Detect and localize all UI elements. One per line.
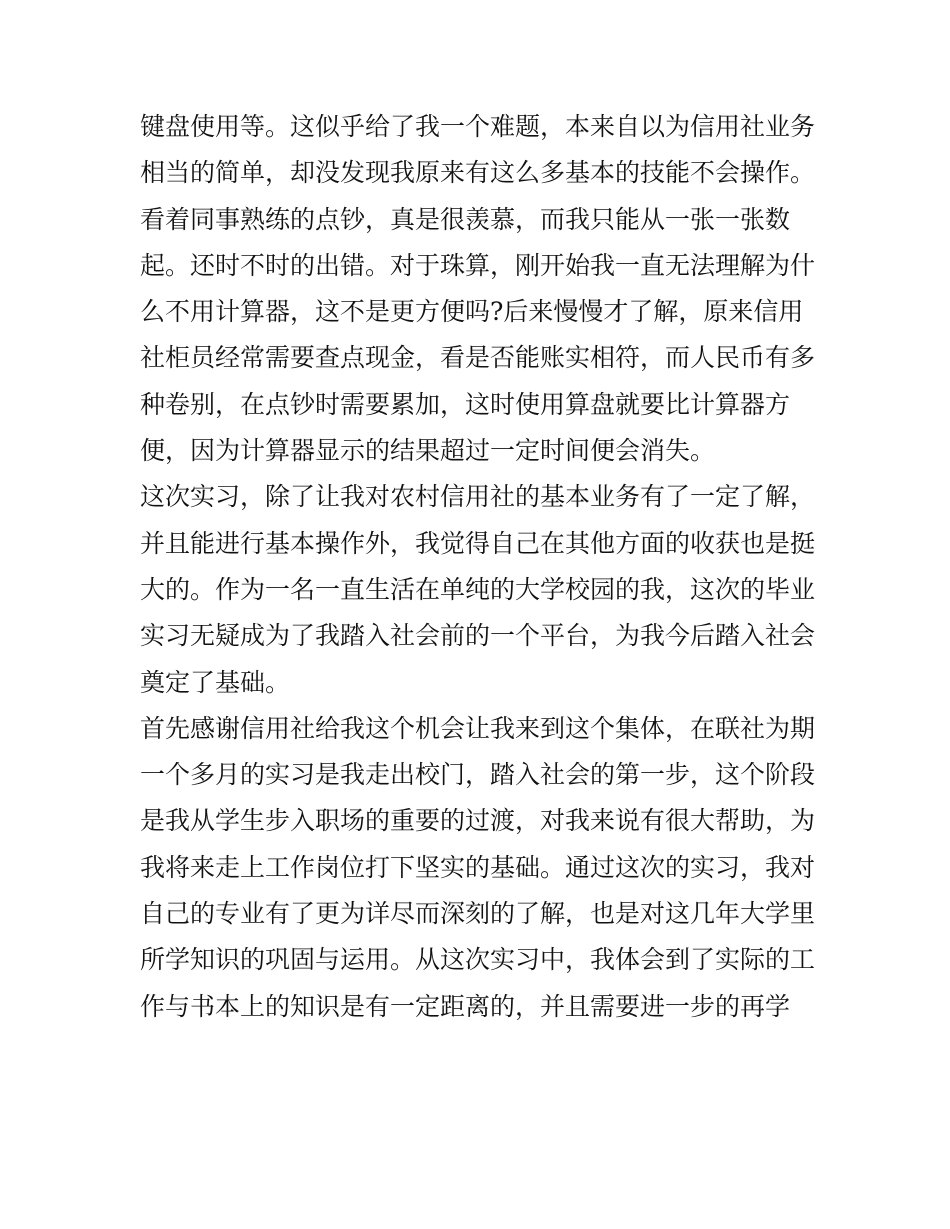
text-line: 作与书本上的知识是有一定距离的，并且需要进一步的再学	[140, 991, 791, 1021]
text-line: 看着同事熟练的点钞，真是很羡慕，而我只能从一张一张数	[140, 204, 791, 234]
text-line: 么不用计算器，这不是更方便吗?后来慢慢才了解，原来信用	[140, 297, 804, 327]
text-line: 奠定了基础。	[140, 667, 291, 697]
text-line: 社柜员经常需要查点现金，看是否能账实相符，而人民币有多	[140, 343, 816, 373]
text-line: 种卷别，在点钞时需要累加，这时使用算盘就要比计算器方	[140, 389, 791, 419]
text-line: 起。还时不时的出错。对于珠算，刚开始我一直无法理解为什	[140, 250, 816, 280]
text-line: 所学知识的巩固与运用。从这次实习中，我体会到了实际的工	[140, 945, 816, 975]
text-line: 实习无疑成为了我踏入社会前的一个平台，为我今后踏入社会	[140, 621, 816, 651]
text-line: 相当的简单，却没发现我原来有这么多基本的技能不会操作。	[140, 158, 816, 188]
text-line: 首先感谢信用社给我这个机会让我来到这个集体，在联社为期	[140, 713, 816, 743]
text-line: 大的。作为一名一直生活在单纯的大学校园的我，这次的毕业	[140, 574, 816, 604]
text-line: 并且能进行基本操作外，我觉得自己在其他方面的收获也是挺	[140, 528, 816, 558]
text-line: 我将来走上工作岗位打下坚实的基础。通过这次的实习，我对	[140, 852, 816, 882]
body-text	[140, 104, 820, 1030]
text-line: 是我从学生步入职场的重要的过渡，对我来说有很大帮助，为	[140, 806, 816, 836]
text-line: 键盘使用等。这似乎给了我一个难题，本来自以为信用社业务	[140, 112, 816, 141]
text-line: 这次实习，除了让我对农村信用社的基本业务有了一定了解，	[140, 482, 816, 512]
text-line: 一个多月的实习是我走出校门，踏入社会的第一步，这个阶段	[140, 760, 816, 790]
text-line: 便，因为计算器显示的结果超过一定时间便会消失。	[140, 436, 716, 466]
text-line: 自己的专业有了更为详尽而深刻的了解，也是对这几年大学里	[140, 899, 816, 929]
